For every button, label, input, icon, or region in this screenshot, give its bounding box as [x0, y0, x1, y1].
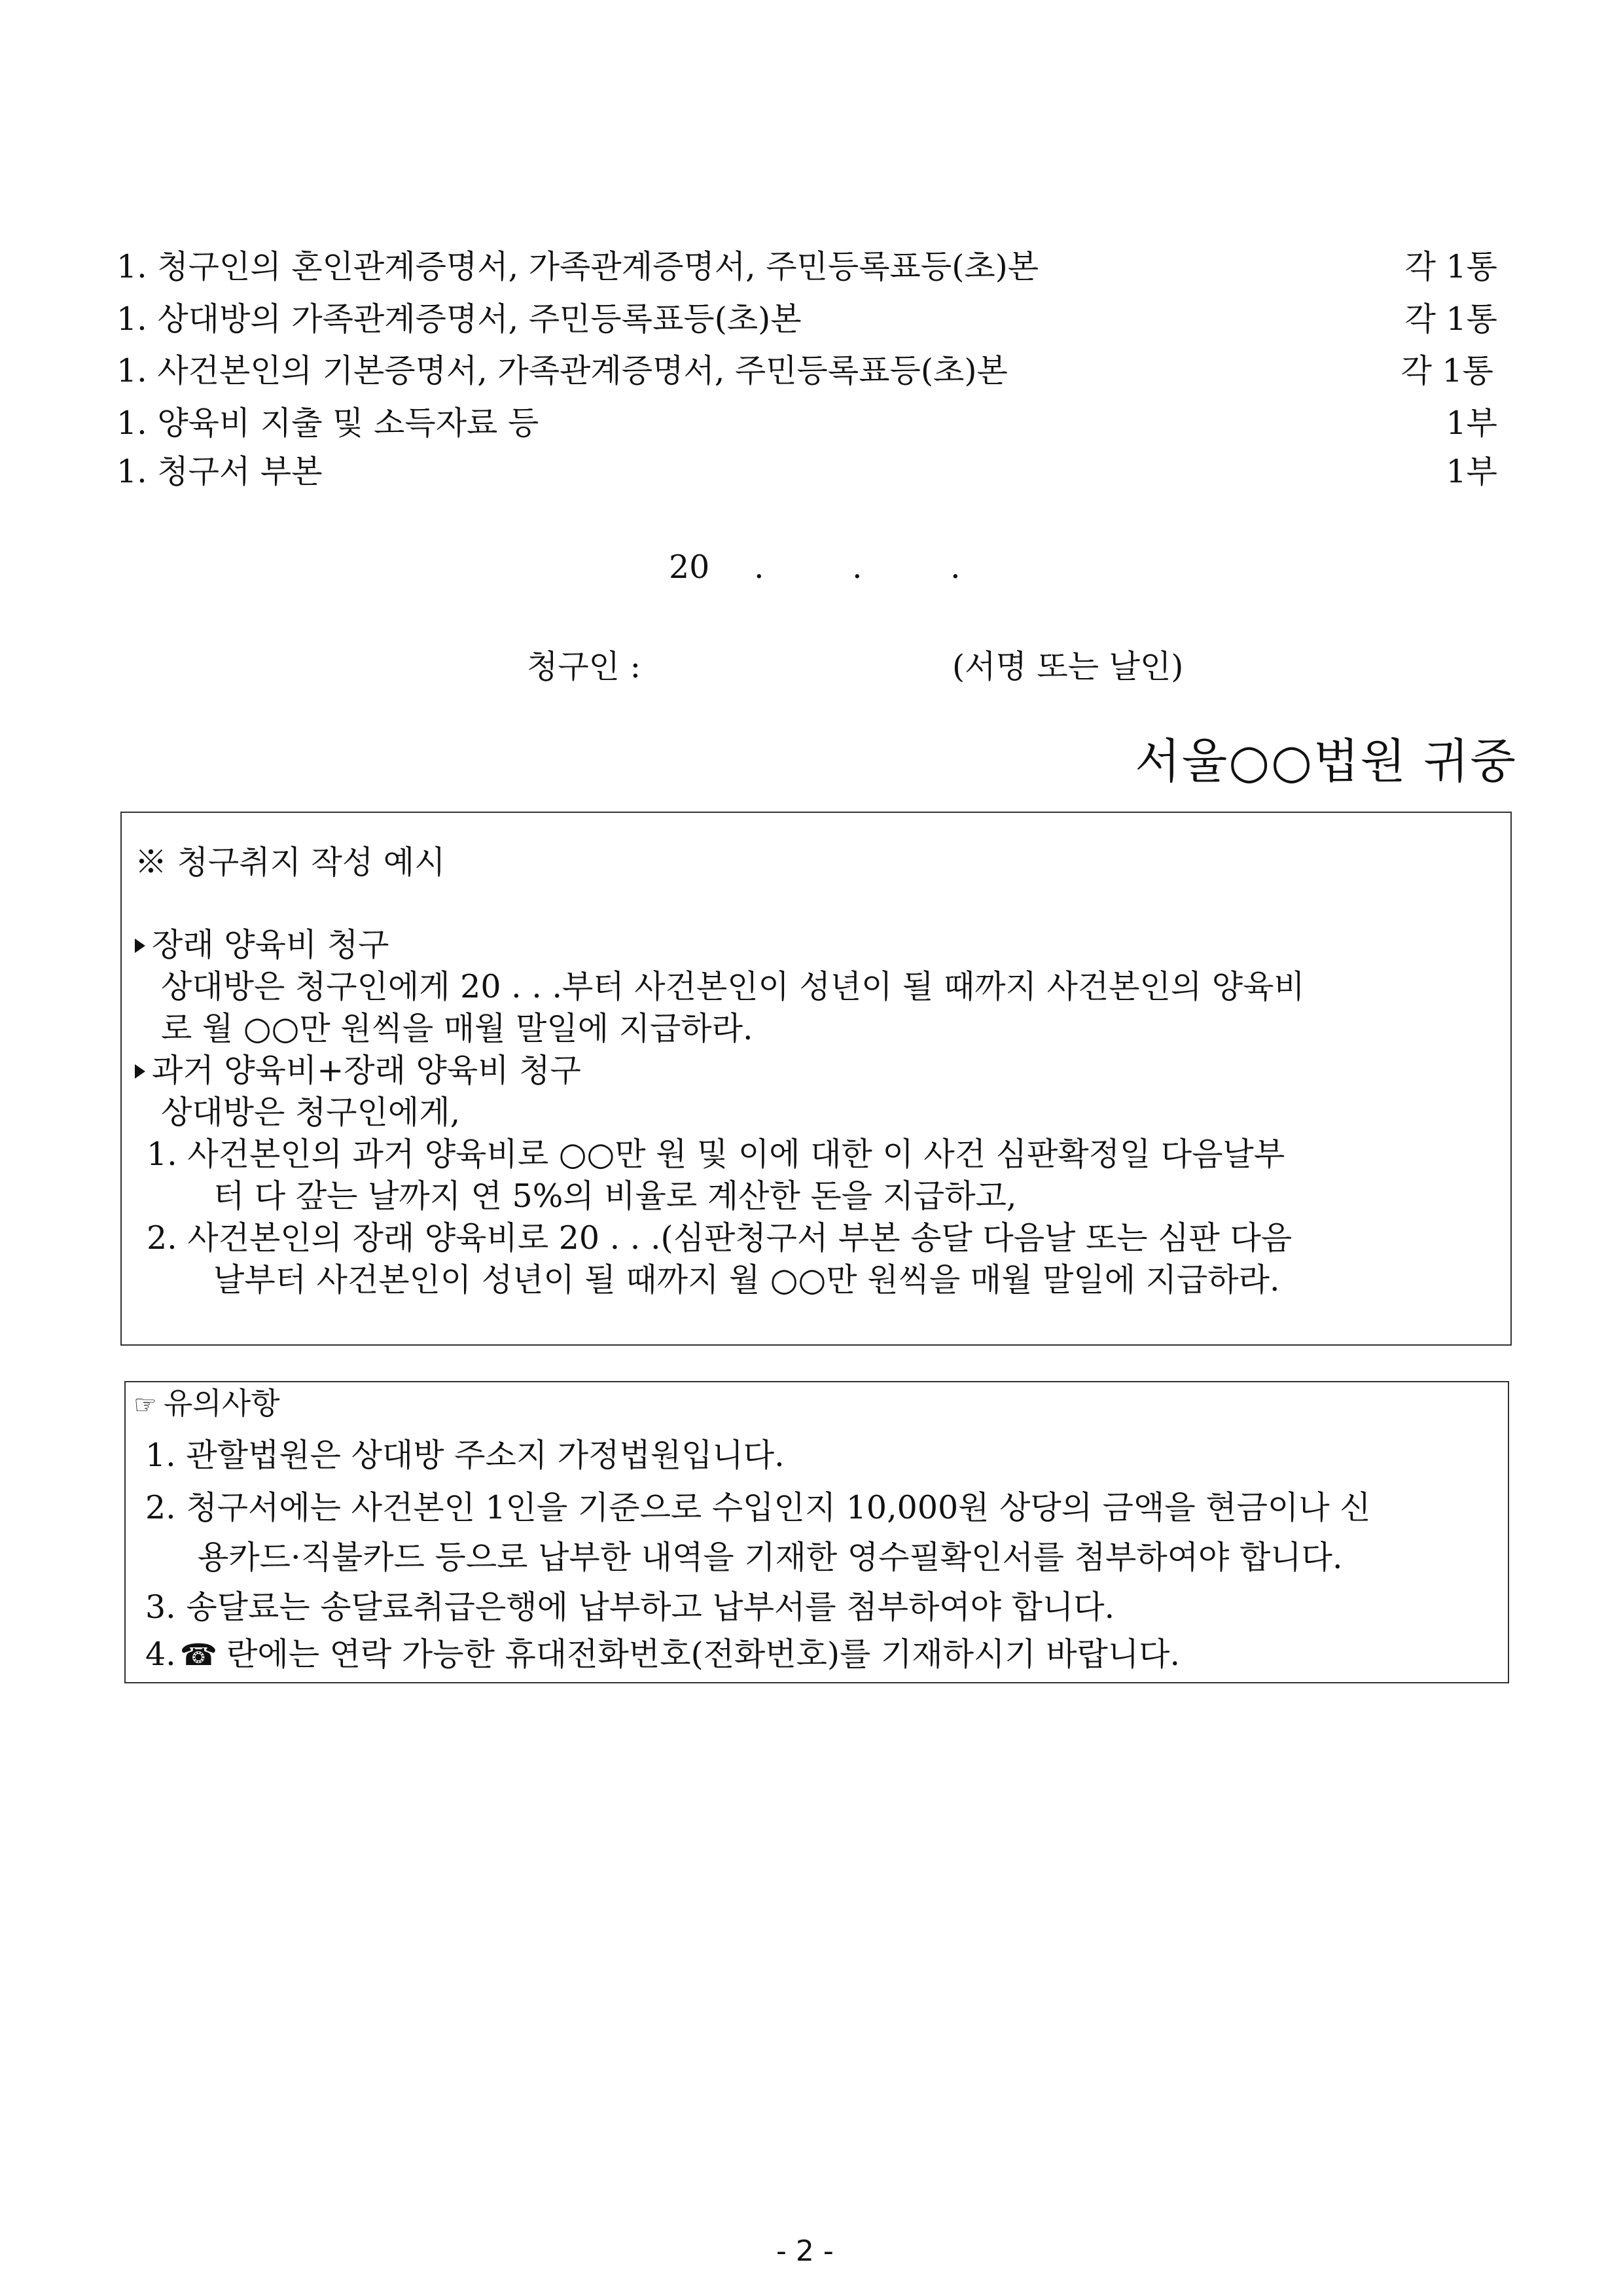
notes-line: 2. 청구서에는 사건본인 1인을 기준으로 수입인지 10,000원 상당의 금액을 현금이나 신	[145, 1489, 1371, 1526]
example-line: 상대방은 청구인에게 20 . . .부터 사건본인이 성년이 될 때까지 사건본인의 양육비	[161, 968, 1305, 1005]
notes-line: 1. 관할법원은 상대방 주소지 가정법원입니다.	[145, 1437, 785, 1474]
attachment-row	[116, 449, 1497, 495]
signature-hint: (서명 또는 날인)	[952, 648, 1184, 685]
attachment-row	[116, 296, 1497, 342]
example-item: 1. 사건본인의 과거 양육비로 ○○만 원 및 이에 대한 이 사건 심판확정일 다음날부	[147, 1136, 1285, 1173]
notes-line: 3. 송달료는 송달료취급은행에 납부하고 납부서를 첨부하여야 합니다.	[145, 1588, 1115, 1626]
notes-line-text: 란에는 연락 가능한 휴대전화번호(전화번호)를 기재하시기 바랍니다.	[226, 1636, 1181, 1673]
attachment-qty: 1부	[1446, 453, 1497, 490]
attachment-label: 1. 상대방의 가족관계증명서, 주민등록표등(초)본	[116, 300, 802, 338]
pointing-hand-icon: ☞	[134, 1390, 157, 1420]
notes-line	[145, 1634, 1180, 1676]
example-section-title	[135, 924, 389, 966]
example-item: 터 다 갚는 날까지 연 5%의 비율로 계산한 돈을 지급하고,	[213, 1177, 1017, 1215]
attachment-label: 1. 청구서 부본	[116, 453, 323, 490]
attachment-row	[116, 244, 1497, 290]
telephone-icon: ☎	[179, 1637, 218, 1672]
example-heading: ※ 청구취지 작성 예시	[135, 844, 446, 881]
notes-title-text: 유의사항	[163, 1386, 280, 1421]
attachment-qty: 각 1통	[1404, 300, 1497, 338]
court-addressee: 서울○○법원 귀중	[1135, 734, 1517, 789]
attachment-label: 1. 양육비 지출 및 소득자료 등	[116, 404, 539, 442]
example-item: 2. 사건본인의 장래 양육비로 20 . . .(심판청구서 부본 송달 다음날 또는 심판 다음	[147, 1219, 1293, 1257]
example-box	[120, 812, 1512, 1346]
triangle-bullet-icon	[135, 939, 145, 953]
notes-title	[134, 1382, 280, 1426]
attachment-qty: 각 1통	[1404, 248, 1497, 285]
date-separator: .	[754, 548, 764, 586]
date-year: 20	[669, 548, 710, 586]
attachment-qty: 1부	[1446, 404, 1497, 442]
page-number: - 2 -	[776, 2234, 834, 2268]
claimant-label: 청구인 :	[527, 648, 641, 685]
attachment-row	[116, 348, 1497, 394]
example-section-title	[135, 1050, 581, 1092]
notes-box	[124, 1381, 1509, 1683]
notes-line: 용카드·직불카드 등으로 납부한 내역을 기재한 영수필확인서를 첨부하여야 합니다.	[198, 1539, 1343, 1576]
date-separator: .	[950, 548, 961, 586]
attachment-row	[116, 401, 1497, 446]
triangle-bullet-icon	[135, 1064, 145, 1079]
section-title-text: 장래 양육비 청구	[152, 926, 389, 963]
example-item: 날부터 사건본인이 성년이 될 때까지 월 ○○만 원씩을 매월 말일에 지급하라.	[213, 1261, 1280, 1299]
attachment-label: 1. 청구인의 혼인관계증명서, 가족관계증명서, 주민등록표등(초)본	[116, 248, 1039, 285]
section-title-text: 과거 양육비+장래 양육비 청구	[152, 1052, 581, 1089]
attachment-qty: 각 1통	[1400, 352, 1493, 389]
notes-line-number: 4.	[145, 1636, 176, 1673]
example-line: 상대방은 청구인에게,	[161, 1094, 461, 1131]
date-separator: .	[852, 548, 863, 586]
example-line: 로 월 ○○만 원씩을 매월 말일에 지급하라.	[161, 1010, 753, 1047]
attachment-label: 1. 사건본인의 기본증명서, 가족관계증명서, 주민등록표등(초)본	[116, 352, 1008, 389]
